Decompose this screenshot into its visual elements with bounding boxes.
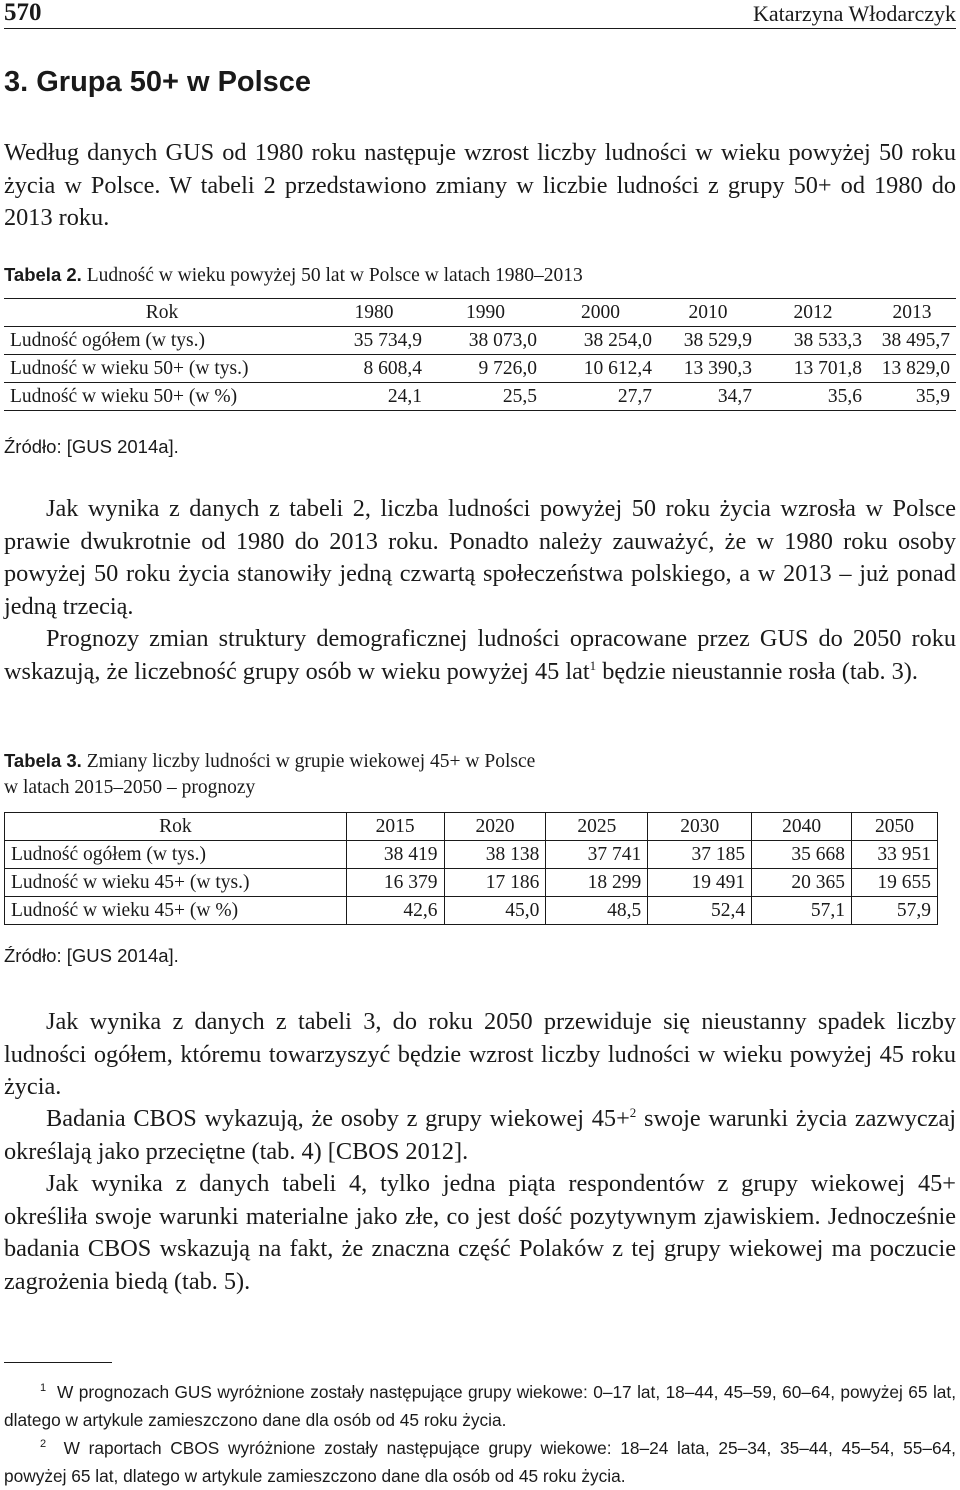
value-cell: 13 390,3: [658, 355, 758, 383]
table-row: [5, 897, 938, 925]
value-cell: 24,1: [320, 383, 428, 411]
value-cell: 33 951: [852, 841, 938, 869]
value-cell: 16 379: [346, 869, 444, 897]
year-cell: 2050: [852, 813, 938, 841]
table-row: [4, 383, 956, 411]
paragraph-5: [4, 1103, 956, 1168]
footnote-1: [4, 1374, 956, 1434]
intro-paragraph: Według danych GUS od 1980 roku następuje wzrost liczby ludności w wieku powyżej 50 roku życia w Polsce. W tabeli 2 przedstawiono zmiany w liczbie ludności z grupy 50+ od 1980 do 2013 roku.: [4, 139, 956, 231]
footnote-separator: [4, 1362, 112, 1363]
value-cell: 19 491: [648, 869, 752, 897]
footnote-2: [4, 1430, 956, 1490]
table-row: [4, 355, 956, 383]
running-header: [4, 0, 956, 24]
table-row: [5, 841, 938, 869]
year-cell: 2020: [444, 813, 546, 841]
year-cell: 2000: [543, 299, 658, 327]
year-cell: 2012: [758, 299, 868, 327]
value-cell: 57,9: [852, 897, 938, 925]
value-cell: 13 701,8: [758, 355, 868, 383]
table-header-row: [4, 299, 956, 327]
value-cell: 25,5: [428, 383, 543, 411]
value-cell: 57,1: [752, 897, 852, 925]
year-cell: 2010: [658, 299, 758, 327]
value-cell: 35,6: [758, 383, 868, 411]
table-3: [4, 812, 938, 925]
value-cell: 35 668: [752, 841, 852, 869]
value-cell: 17 186: [444, 869, 546, 897]
year-cell: 1980: [320, 299, 428, 327]
value-cell: 35 734,9: [320, 327, 428, 355]
value-cell: 52,4: [648, 897, 752, 925]
row-label: Ludność w wieku 45+ (w tys.): [5, 869, 347, 897]
header-rule: [4, 28, 956, 29]
header-cell: Rok: [4, 299, 320, 327]
footnote-text: W prognozach GUS wyróżnione zostały następujące grupy wiekowe: 0–17 lat, 18–44, 45–59, 60–64, powyżej 65 lat, dlatego w artykule zamieszczono dane dla osób od 45 roku życia.: [4, 1382, 957, 1430]
value-cell: 19 655: [852, 869, 938, 897]
paragraph-5-text: Badania CBOS wykazują, że osoby z grupy wiekowej 45+: [46, 1105, 630, 1132]
table-row: [5, 869, 938, 897]
value-cell: 35,9: [868, 383, 956, 411]
footnote-mark: 1: [40, 1382, 47, 1394]
value-cell: 37 741: [546, 841, 648, 869]
row-label: Ludność ogółem (w tys.): [5, 841, 347, 869]
page-number: 570: [4, 0, 42, 26]
table2-label: Tabela 2.: [4, 264, 82, 285]
paragraph-3-text-end: będzie nieustannie rosła (tab. 3).: [596, 657, 918, 685]
value-cell: 38 529,9: [658, 327, 758, 355]
value-cell: 20 365: [752, 869, 852, 897]
value-cell: 42,6: [346, 897, 444, 925]
table3-caption: [4, 748, 535, 801]
value-cell: 34,7: [658, 383, 758, 411]
year-cell: 2030: [648, 813, 752, 841]
row-label: Ludność w wieku 50+ (w tys.): [4, 355, 320, 383]
header-author: Katarzyna Włodarczyk: [753, 1, 956, 26]
value-cell: 38 533,3: [758, 327, 868, 355]
value-cell: 38 419: [346, 841, 444, 869]
value-cell: 9 726,0: [428, 355, 543, 383]
table3-source: Źródło: [GUS 2014a].: [4, 945, 179, 966]
value-cell: 18 299: [546, 869, 648, 897]
value-cell: 8 608,4: [320, 355, 428, 383]
table3-caption-line1: Zmiany liczby ludności w grupie wiekowej 45+ w Polsce: [86, 751, 536, 772]
value-cell: 13 829,0: [868, 355, 956, 383]
table3-label: Tabela 3.: [4, 750, 82, 771]
paragraph-4: Jak wynika z danych z tabeli 3, do roku 2050 przewiduje się nieustanny spadek liczby ludności ogółem, któremu towarzyszyć będzie wzrost liczby ludności w wieku powyżej 45 roku życia.: [4, 1008, 956, 1100]
row-label: Ludność w wieku 45+ (w %): [5, 897, 347, 925]
footnote-mark: 2: [40, 1438, 47, 1450]
paragraph-3: [4, 623, 956, 688]
value-cell: 38 495,7: [868, 327, 956, 355]
paragraph-3-text: Prognozy zmian struktury demograficznej ludności opracowane przez GUS do 2050 roku wskazują, że liczebność grupy osób w wieku powyżej 45 lat: [4, 625, 956, 685]
section-title: 3. Grupa 50+ w Polsce: [4, 66, 312, 98]
table3-caption-line2: w latach 2015–2050 – prognozy: [4, 777, 256, 798]
table2-caption: [4, 262, 583, 289]
year-cell: 2025: [546, 813, 648, 841]
footnote-ref-1: 1: [589, 657, 597, 673]
paragraph-6: Jak wynika z danych tabeli 4, tylko jedna piąta respondentów z grupy wiekowej 45+ określiła swoje warunki materialne jako złe, co jest dość pozytywnym zjawiskiem. Jednocześnie badania CBOS wskazują na fakt, że znaczna część Polaków z tej grupy wiekowej ma poczucie zagrożenia biedą (tab. 5).: [4, 1170, 956, 1295]
value-cell: 38 254,0: [543, 327, 658, 355]
value-cell: 38 138: [444, 841, 546, 869]
footnote-text: W raportach CBOS wyróżnione zostały następujące grupy wiekowe: 18–24 lata, 25–34, 35–44, 45–54, 55–64, powyżej 65 lat, dlatego w artykule zamieszczono dane dla osób od 45 roku życia.: [4, 1438, 956, 1486]
value-cell: 45,0: [444, 897, 546, 925]
value-cell: 27,7: [543, 383, 658, 411]
value-cell: 37 185: [648, 841, 752, 869]
paragraph-5-text-end: swoje warunki życia zazwyczaj określają jako przeciętne (tab. 4) [CBOS 2012].: [4, 1105, 956, 1165]
row-label: Ludność ogółem (w tys.): [4, 327, 320, 355]
value-cell: 48,5: [546, 897, 648, 925]
table-2: [4, 298, 956, 411]
table2-caption-text: Ludność w wieku powyżej 50 lat w Polsce w latach 1980–2013: [86, 265, 583, 286]
paragraph-2: Jak wynika z danych z tabeli 2, liczba ludności powyżej 50 roku życia wzrosła w Polsce prawie dwukrotnie od 1980 do 2013 roku. Ponadto należy zauważyć, że w 1980 roku osoby powyżej 50 roku życia stanowiły jedną czwartą społeczeństwa polskiego, a w 2013 – już ponad jedną trzecią.: [4, 495, 956, 620]
table2-source: Źródło: [GUS 2014a].: [4, 436, 179, 457]
year-cell: 1990: [428, 299, 543, 327]
header-cell: Rok: [5, 813, 347, 841]
year-cell: 2040: [752, 813, 852, 841]
value-cell: 38 073,0: [428, 327, 543, 355]
footnote-ref-2: 2: [629, 1105, 637, 1120]
year-cell: 2013: [868, 299, 956, 327]
table-header-row: [5, 813, 938, 841]
table-row: [4, 327, 956, 355]
value-cell: 10 612,4: [543, 355, 658, 383]
year-cell: 2015: [346, 813, 444, 841]
row-label: Ludność w wieku 50+ (w %): [4, 383, 320, 411]
